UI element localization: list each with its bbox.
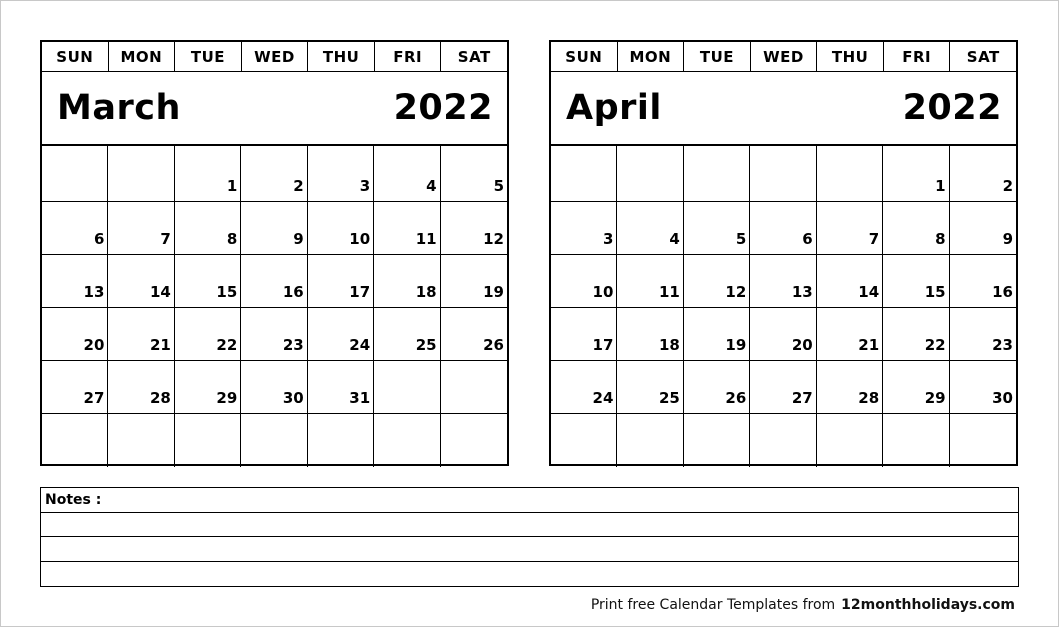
date-cell [308, 146, 374, 202]
date-cell [883, 361, 949, 414]
weekday-header [551, 42, 1016, 72]
date-cell [42, 146, 108, 202]
notes-label: Notes : [41, 488, 1018, 513]
date-cell [950, 414, 1016, 467]
date-cell [175, 308, 241, 361]
date-cell [441, 361, 507, 414]
date-number: 23 [282, 336, 304, 354]
date-cell [108, 202, 174, 255]
date-cell [750, 308, 816, 361]
date-number: 18 [658, 336, 680, 354]
date-cell [374, 146, 440, 202]
date-cell [241, 255, 307, 308]
date-number: 5 [493, 177, 504, 195]
date-cell [241, 414, 307, 467]
date-cell [42, 255, 108, 308]
date-cell [241, 202, 307, 255]
date-cell [108, 414, 174, 467]
date-number: 11 [658, 283, 680, 301]
date-cell [308, 255, 374, 308]
date-number: 10 [349, 230, 371, 248]
date-cell [441, 308, 507, 361]
date-number: 27 [791, 389, 813, 407]
date-cell [551, 414, 617, 467]
date-number: 15 [924, 283, 946, 301]
date-cell [817, 414, 883, 467]
year: 2022 [393, 88, 493, 128]
date-number: 24 [349, 336, 371, 354]
date-number: 26 [725, 389, 747, 407]
date-number: 29 [924, 389, 946, 407]
date-number: 20 [83, 336, 105, 354]
date-cell [750, 146, 816, 202]
date-cell [551, 308, 617, 361]
date-cell [42, 202, 108, 255]
footer-brand-link[interactable]: 12monthholidays.com [841, 597, 1015, 613]
date-cell [42, 308, 108, 361]
date-number: 5 [735, 230, 747, 248]
weekday-label: MON [109, 42, 176, 71]
date-cell [817, 255, 883, 308]
notes-line [41, 537, 1018, 562]
date-cell [684, 414, 750, 467]
weekday-label: TUE [684, 42, 751, 71]
date-cell [617, 361, 683, 414]
date-grid [42, 146, 507, 465]
date-number: 6 [802, 230, 813, 248]
date-cell [684, 146, 750, 202]
date-cell [684, 308, 750, 361]
weekday-header [42, 42, 507, 72]
date-cell [684, 255, 750, 308]
date-cell [617, 414, 683, 467]
date-cell [441, 202, 507, 255]
date-cell [684, 361, 750, 414]
date-number: 8 [226, 230, 238, 248]
date-cell [883, 414, 949, 467]
date-number: 4 [669, 230, 680, 248]
date-cell [308, 308, 374, 361]
notes-line [41, 513, 1018, 538]
date-cell [241, 361, 307, 414]
date-number: 7 [868, 230, 880, 248]
month-name: April [566, 88, 662, 128]
date-cell [750, 255, 816, 308]
date-cell [817, 361, 883, 414]
date-number: 1 [935, 177, 946, 195]
weekday-label: SAT [457, 47, 491, 66]
date-number: 9 [293, 230, 304, 248]
date-number: 23 [992, 336, 1013, 354]
date-cell [750, 202, 816, 255]
date-cell [241, 146, 307, 202]
weekday-label: TUE [175, 42, 242, 71]
date-cell [617, 146, 683, 202]
weekday-label: SAT [966, 47, 1000, 66]
date-number: 12 [725, 283, 747, 301]
date-number: 28 [858, 389, 880, 407]
date-cell [551, 361, 617, 414]
date-cell [441, 146, 507, 202]
date-number: 19 [725, 336, 747, 354]
date-number: 22 [924, 336, 946, 354]
weekday-label: FRI [884, 42, 951, 71]
date-cell [241, 308, 307, 361]
date-number: 25 [415, 336, 437, 354]
date-cell [441, 255, 507, 308]
weekday-label: SUN [42, 42, 109, 71]
date-cell [374, 202, 440, 255]
date-number: 3 [359, 177, 371, 195]
date-cell [883, 202, 949, 255]
footer-text: Print free Calendar Templates from [590, 597, 836, 613]
date-number: 10 [592, 283, 614, 301]
date-cell [817, 146, 883, 202]
date-number: 17 [349, 283, 371, 301]
date-cell [175, 146, 241, 202]
date-number: 14 [858, 283, 880, 301]
month-title-row [42, 72, 507, 146]
date-number: 16 [282, 283, 304, 301]
date-cell [617, 202, 683, 255]
date-number: 7 [160, 230, 171, 248]
date-cell [374, 361, 440, 414]
date-cell [308, 361, 374, 414]
date-number: 1 [226, 177, 238, 195]
weekday-label: THU [308, 42, 375, 71]
date-cell [883, 146, 949, 202]
date-cell [817, 202, 883, 255]
weekday-label: THU [817, 42, 884, 71]
date-number: 15 [216, 283, 238, 301]
notes-line [41, 562, 1018, 587]
footer [591, 597, 1015, 613]
date-number: 22 [216, 336, 238, 354]
date-cell [617, 308, 683, 361]
date-cell [108, 308, 174, 361]
date-cell [750, 361, 816, 414]
date-cell [175, 255, 241, 308]
date-number: 6 [93, 230, 105, 248]
date-cell [441, 414, 507, 467]
date-number: 11 [415, 230, 437, 248]
weekday-label: FRI [375, 42, 442, 71]
calendar-april [549, 40, 1018, 466]
date-number: 13 [791, 283, 813, 301]
date-number: 26 [483, 336, 504, 354]
date-cell [950, 202, 1016, 255]
date-cell [308, 202, 374, 255]
date-cell [817, 308, 883, 361]
date-cell [883, 255, 949, 308]
date-number: 13 [83, 283, 105, 301]
date-number: 25 [658, 389, 680, 407]
date-cell [551, 255, 617, 308]
date-number: 17 [592, 336, 614, 354]
date-cell [374, 414, 440, 467]
date-number: 19 [483, 283, 504, 301]
date-cell [374, 308, 440, 361]
date-number: 8 [935, 230, 946, 248]
date-cell [551, 146, 617, 202]
date-cell [308, 414, 374, 467]
date-number: 20 [791, 336, 813, 354]
date-cell [950, 361, 1016, 414]
month-title-row [551, 72, 1016, 146]
date-number: 30 [992, 389, 1013, 407]
date-cell [617, 255, 683, 308]
date-number: 18 [415, 283, 437, 301]
year: 2022 [902, 88, 1002, 128]
date-number: 2 [293, 177, 304, 195]
date-number: 29 [216, 389, 238, 407]
date-cell [883, 308, 949, 361]
weekday-label: SUN [551, 42, 618, 71]
date-number: 2 [1002, 177, 1013, 195]
date-cell [175, 361, 241, 414]
date-cell [950, 146, 1016, 202]
weekday-label: WED [751, 42, 818, 71]
date-number: 9 [1002, 230, 1013, 248]
date-number: 4 [426, 177, 437, 195]
weekday-label: MON [618, 42, 685, 71]
date-number: 27 [83, 389, 105, 407]
date-cell [684, 202, 750, 255]
date-number: 30 [282, 389, 304, 407]
month-name: March [57, 88, 181, 128]
date-cell [950, 255, 1016, 308]
date-number: 24 [592, 389, 614, 407]
date-number: 3 [602, 230, 614, 248]
date-grid [551, 146, 1016, 465]
date-number: 14 [149, 283, 171, 301]
date-cell [374, 255, 440, 308]
date-number: 28 [149, 389, 171, 407]
weekday-label: WED [242, 42, 309, 71]
calendar-march [40, 40, 509, 466]
date-cell [42, 361, 108, 414]
date-number: 12 [483, 230, 504, 248]
date-cell [175, 414, 241, 467]
date-cell [108, 361, 174, 414]
date-cell [108, 146, 174, 202]
date-cell [750, 414, 816, 467]
date-cell [950, 308, 1016, 361]
date-cell [551, 202, 617, 255]
date-number: 31 [349, 389, 371, 407]
date-cell [42, 414, 108, 467]
date-cell [175, 202, 241, 255]
date-cell [108, 255, 174, 308]
notes-box [40, 487, 1019, 587]
date-number: 16 [992, 283, 1013, 301]
date-number: 21 [149, 336, 171, 354]
date-number: 21 [858, 336, 880, 354]
